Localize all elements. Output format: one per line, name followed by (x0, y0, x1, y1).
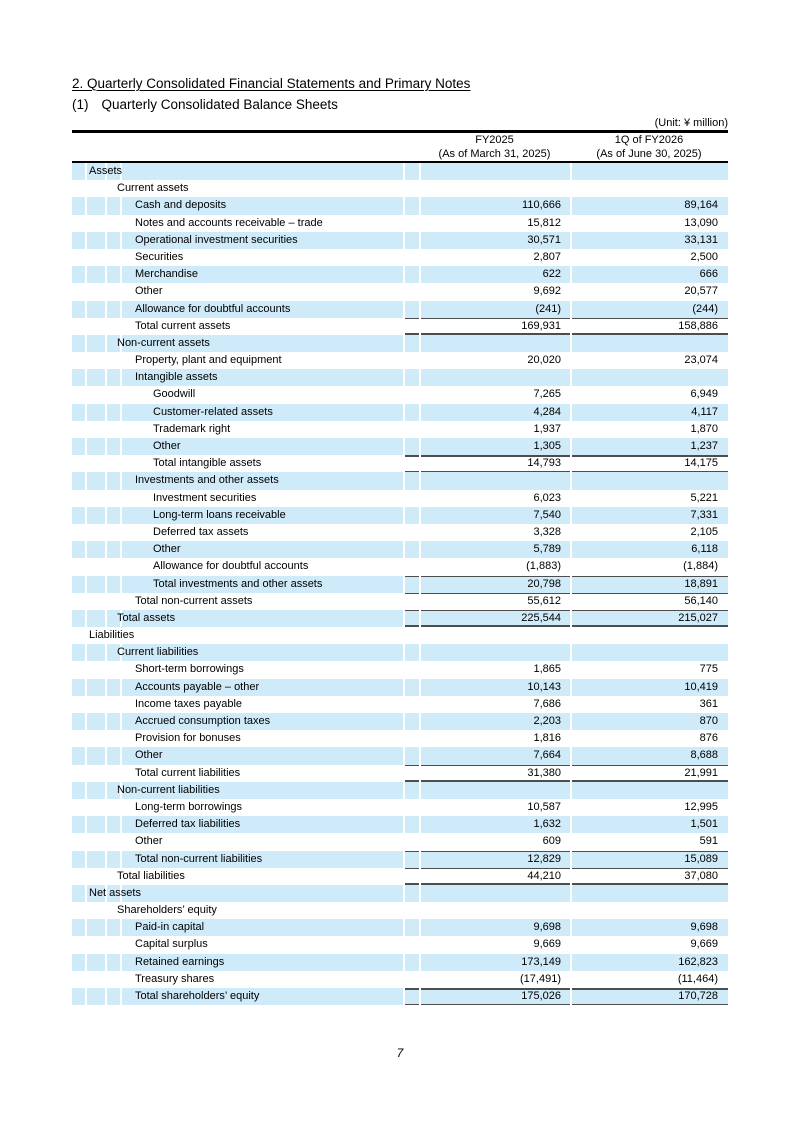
value-1q-fy2026: 21,991 (684, 766, 718, 779)
total-rule (572, 318, 728, 320)
row-label: Total non-current liabilities (135, 852, 263, 865)
column-header-fy2025 (419, 134, 570, 161)
value-fy2025: 7,686 (533, 697, 561, 710)
value-fy2025: 30,571 (527, 233, 561, 246)
value-fy2025: 1,632 (533, 818, 561, 831)
row-label: Total investments and other assets (153, 577, 323, 590)
value-1q-fy2026: 2,500 (690, 250, 718, 263)
table-row (72, 988, 728, 1005)
value-fy2025: 5,789 (533, 543, 561, 556)
value-fy2025: 20,020 (527, 354, 561, 367)
value-fy2025: 1,865 (533, 663, 561, 676)
balance-sheet-table (72, 117, 728, 1005)
total-rule (421, 868, 570, 870)
row-label: Operational investment securities (135, 233, 298, 246)
table-row (72, 696, 728, 713)
row-label: Total current liabilities (135, 766, 241, 779)
total-rule (421, 988, 570, 990)
value-fy2025: 20,798 (527, 577, 561, 590)
table-row (72, 799, 728, 816)
value-1q-fy2026: 20,577 (684, 285, 718, 298)
total-rule (405, 610, 419, 612)
row-label: Merchandise (135, 268, 198, 281)
total-rule (572, 988, 728, 990)
row-label: Investments and other assets (135, 474, 279, 487)
value-1q-fy2026: 6,118 (691, 543, 718, 556)
value-1q-fy2026: 2,105 (690, 525, 718, 538)
total-rule (572, 851, 728, 853)
value-fy2025: 1,816 (533, 732, 561, 745)
table-row (72, 386, 728, 403)
table-row (72, 713, 728, 730)
value-1q-fy2026: 666 (699, 268, 718, 281)
value-fy2025: 173,149 (521, 955, 561, 968)
value-1q-fy2026: 12,995 (684, 800, 718, 813)
value-1q-fy2026: 1,870 (690, 422, 718, 435)
table-row (72, 472, 728, 489)
total-rule (405, 318, 419, 320)
table-row (72, 490, 728, 507)
table-row (72, 541, 728, 558)
value-1q-fy2026: 775 (699, 663, 718, 676)
table-row (72, 524, 728, 541)
row-label: Retained earnings (135, 955, 225, 968)
row-label: Total non-current assets (135, 594, 253, 607)
table-row (72, 936, 728, 953)
value-1q-fy2026: 1,237 (690, 440, 718, 452)
row-label: Notes and accounts receivable – trade (135, 216, 323, 229)
table-row (72, 352, 728, 369)
row-label: Other (153, 440, 181, 452)
row-label: Total liabilities (117, 869, 185, 882)
value-fy2025: 3,328 (533, 525, 561, 538)
column-label: 1Q of FY2026 (614, 134, 684, 146)
table-row (72, 765, 728, 782)
table-row (72, 266, 728, 283)
value-1q-fy2026: (11,464) (677, 972, 718, 985)
value-1q-fy2026: 215,027 (678, 611, 718, 624)
row-label: Liabilities (89, 629, 135, 642)
value-fy2025: 7,265 (533, 388, 561, 401)
total-rule (421, 576, 570, 578)
value-fy2025: 622 (542, 268, 561, 281)
row-label: Other (135, 285, 163, 298)
value-fy2025: 9,698 (533, 921, 561, 934)
value-1q-fy2026: 162,823 (678, 955, 718, 968)
total-rule (421, 851, 570, 853)
value-fy2025: 9,669 (533, 938, 561, 951)
value-fy2025: 44,210 (527, 869, 561, 882)
table-row (72, 576, 728, 593)
value-fy2025: 2,203 (533, 715, 561, 727)
table-row (72, 180, 728, 197)
subsection-title (72, 97, 338, 112)
total-rule (572, 610, 728, 612)
total-rule (405, 455, 419, 457)
table-row (72, 558, 728, 575)
table-row (72, 679, 728, 696)
total-rule (405, 765, 419, 767)
value-1q-fy2026: 15,089 (684, 852, 718, 865)
value-1q-fy2026: 4,117 (691, 405, 718, 418)
row-label: Deferred tax liabilities (135, 818, 241, 831)
row-label: Allowance for doubtful accounts (135, 302, 291, 315)
value-1q-fy2026: 37,080 (684, 869, 718, 882)
table-row (72, 730, 728, 747)
table-row (72, 593, 728, 610)
total-rule (572, 765, 728, 767)
table-row (72, 954, 728, 971)
total-rule (572, 593, 728, 595)
value-1q-fy2026: 14,175 (684, 457, 718, 470)
value-fy2025: 110,666 (522, 199, 561, 212)
value-fy2025: 4,284 (533, 405, 561, 418)
value-fy2025: (17,491) (520, 972, 561, 985)
table-row (72, 868, 728, 885)
total-rule (572, 868, 728, 870)
row-label: Non-current assets (117, 336, 210, 349)
row-label: Long-term borrowings (135, 800, 242, 813)
table-row (72, 851, 728, 868)
subsection-number: (1) (72, 97, 89, 112)
table-row (72, 747, 728, 764)
table-body (72, 163, 728, 1005)
value-1q-fy2026: 33,131 (684, 233, 718, 246)
row-label: Intangible assets (135, 371, 218, 384)
total-rule (572, 1004, 728, 1006)
table-row (72, 455, 728, 472)
value-fy2025: 6,023 (533, 491, 561, 504)
table-row (72, 249, 728, 266)
value-fy2025: 12,829 (527, 852, 561, 865)
table-row (72, 627, 728, 644)
row-label: Goodwill (153, 388, 196, 401)
row-label: Accrued consumption taxes (135, 715, 271, 727)
value-fy2025: (1,883) (526, 560, 561, 573)
table-row (72, 232, 728, 249)
row-label: Net assets (89, 886, 141, 899)
table-row (72, 919, 728, 936)
value-fy2025: 609 (542, 835, 561, 848)
table-row (72, 301, 728, 318)
value-1q-fy2026: 870 (699, 715, 718, 727)
table-row (72, 507, 728, 524)
value-1q-fy2026: 18,891 (684, 577, 718, 590)
table-row (72, 833, 728, 850)
table-row (72, 404, 728, 421)
table-row (72, 782, 728, 799)
value-1q-fy2026: 8,688 (690, 749, 718, 762)
total-rule (572, 455, 728, 457)
value-1q-fy2026: 1,501 (690, 818, 718, 831)
value-1q-fy2026: 56,140 (684, 594, 718, 607)
total-rule (421, 318, 570, 320)
row-label: Shareholders’ equity (117, 904, 217, 917)
row-label: Total intangible assets (153, 457, 262, 470)
row-label: Total current assets (135, 319, 231, 332)
row-label: Allowance for doubtful accounts (153, 560, 309, 573)
table-row (72, 163, 728, 180)
row-label: Current assets (117, 182, 189, 195)
total-rule (421, 610, 570, 612)
row-label: Long-term loans receivable (153, 508, 286, 521)
row-label: Cash and deposits (135, 199, 227, 212)
value-fy2025: 7,664 (533, 749, 561, 762)
value-fy2025: 10,587 (527, 800, 561, 813)
value-1q-fy2026: (1,884) (683, 560, 718, 573)
total-rule (421, 455, 570, 457)
value-1q-fy2026: 89,164 (684, 199, 718, 212)
value-fy2025: 31,380 (527, 766, 561, 779)
value-1q-fy2026: 10,419 (684, 680, 718, 693)
row-label: Current liabilities (117, 646, 199, 659)
table-row (72, 885, 728, 902)
table-row (72, 438, 728, 455)
value-fy2025: 15,812 (527, 216, 561, 229)
row-label: Paid-in capital (135, 921, 205, 934)
value-1q-fy2026: 170,728 (678, 990, 718, 1002)
total-rule (405, 868, 419, 870)
value-fy2025: 9,692 (533, 285, 561, 298)
value-1q-fy2026: 5,221 (690, 491, 718, 504)
value-fy2025: 169,931 (521, 319, 561, 332)
table-row (72, 283, 728, 300)
table-row (72, 421, 728, 438)
row-label: Assets (89, 165, 123, 177)
row-label: Income taxes payable (135, 697, 243, 710)
subsection-text: Quarterly Consolidated Balance Sheets (101, 97, 338, 112)
total-rule (405, 851, 419, 853)
value-1q-fy2026: 23,074 (684, 354, 718, 367)
total-rule (405, 988, 419, 990)
row-label: Trademark right (153, 422, 231, 435)
row-label: Provision for bonuses (135, 732, 241, 745)
row-label: Other (153, 543, 181, 556)
value-fy2025: 7,540 (533, 508, 561, 521)
table-row (72, 610, 728, 627)
table-row (72, 369, 728, 386)
value-1q-fy2026: 361 (699, 697, 718, 710)
value-1q-fy2026: 876 (699, 732, 718, 745)
value-fy2025: (241) (535, 302, 561, 315)
row-label: Short-term borrowings (135, 663, 244, 676)
table-row (72, 335, 728, 352)
table-header (72, 130, 728, 163)
row-label: Property, plant and equipment (135, 354, 282, 367)
value-fy2025: 10,143 (527, 680, 561, 693)
total-rule (405, 576, 419, 578)
table-row (72, 661, 728, 678)
row-label: Investment securities (153, 491, 257, 504)
value-fy2025: 2,807 (533, 250, 561, 263)
value-1q-fy2026: 158,886 (678, 319, 718, 332)
value-1q-fy2026: 13,090 (684, 216, 718, 229)
table-row (72, 971, 728, 988)
section-title: 2. Quarterly Consolidated Financial Statements and Primary Notes (72, 76, 471, 91)
unit-note: (Unit: ¥ million) (654, 117, 728, 129)
value-1q-fy2026: 6,949 (690, 388, 718, 401)
row-label: Total shareholders’ equity (135, 990, 260, 1002)
value-1q-fy2026: (244) (692, 302, 718, 315)
total-rule (421, 593, 570, 595)
total-rule (405, 1004, 419, 1006)
total-rule (421, 1004, 570, 1006)
row-label: Capital surplus (135, 938, 208, 951)
total-rule (405, 593, 419, 595)
table-row (72, 318, 728, 335)
row-label: Treasury shares (135, 972, 215, 985)
value-fy2025: 1,937 (533, 422, 561, 435)
column-sublabel: (As of June 30, 2025) (596, 147, 702, 160)
total-rule (572, 576, 728, 578)
value-1q-fy2026: 7,331 (690, 508, 718, 521)
value-fy2025: 1,305 (533, 440, 561, 452)
value-fy2025: 225,544 (521, 611, 561, 624)
table-row (72, 816, 728, 833)
value-1q-fy2026: 9,669 (690, 938, 718, 951)
column-label: FY2025 (475, 134, 514, 146)
row-label: Securities (135, 250, 184, 263)
table-row (72, 215, 728, 232)
value-fy2025: 175,026 (521, 990, 561, 1002)
total-rule (421, 765, 570, 767)
row-label: Total assets (117, 611, 176, 624)
row-label: Deferred tax assets (153, 525, 249, 538)
page-number: 7 (396, 1046, 404, 1060)
table-row (72, 902, 728, 919)
row-label: Accounts payable – other (135, 680, 260, 693)
row-label: Other (135, 749, 163, 762)
value-1q-fy2026: 591 (699, 835, 718, 848)
row-label: Other (135, 835, 163, 848)
row-label: Non-current liabilities (117, 783, 220, 796)
column-sublabel: (As of March 31, 2025) (438, 147, 551, 160)
table-row (72, 644, 728, 661)
value-fy2025: 14,793 (527, 457, 561, 470)
column-header-1q-fy2026 (570, 134, 728, 161)
row-label: Customer-related assets (153, 405, 273, 418)
table-row (72, 197, 728, 214)
value-fy2025: 55,612 (527, 594, 561, 607)
value-1q-fy2026: 9,698 (690, 921, 718, 934)
